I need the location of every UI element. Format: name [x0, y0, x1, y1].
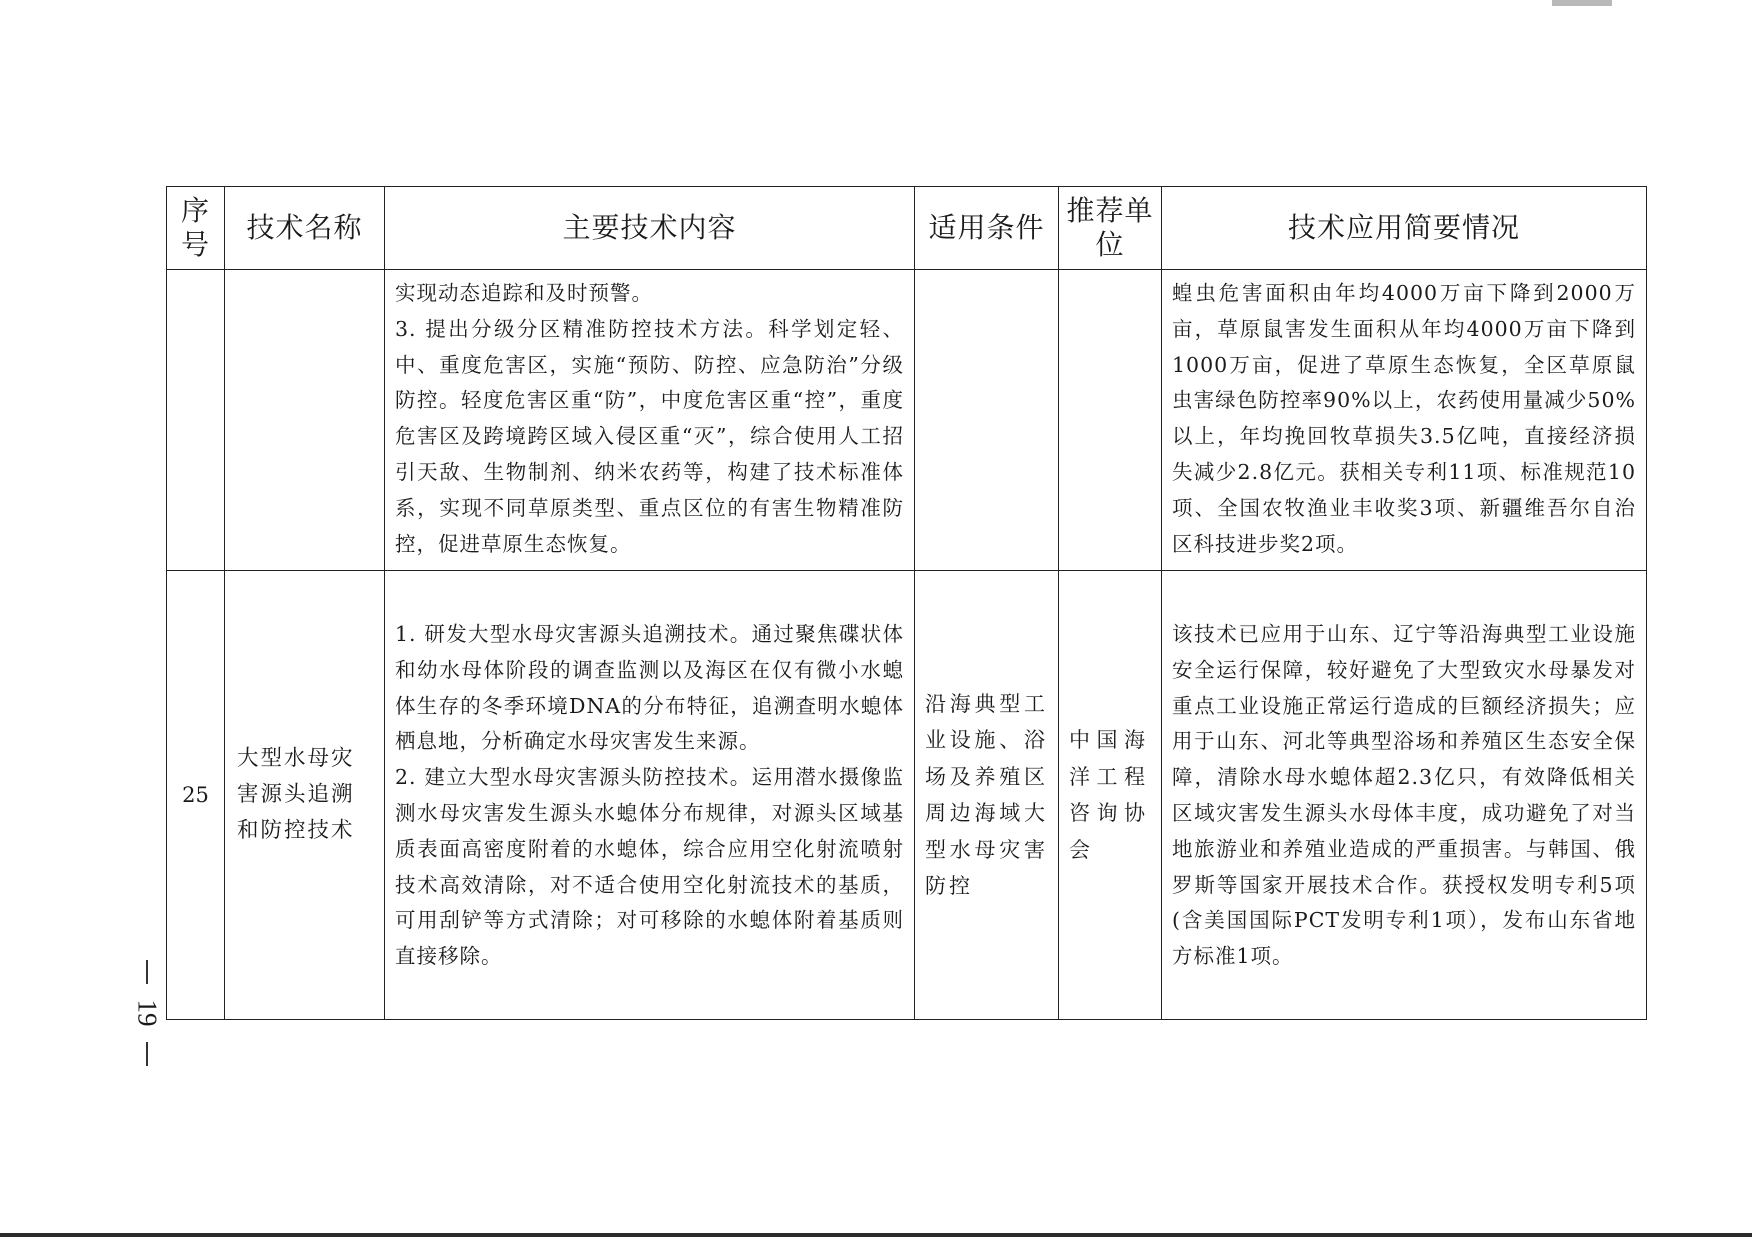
table-header-row — [167, 187, 1647, 270]
row-content — [385, 571, 915, 1020]
row-conditions — [915, 270, 1059, 571]
page-number — [132, 960, 162, 1090]
application-text: 蝗虫危害面积由年均4000万亩下降到2000万亩，草原鼠害发生面积从年均4000万亩下降到1000万亩，促进了草原生态恢复，全区草原鼠虫害绿色防控率90%以上，农药使用量减少50%以上，年均挽回牧草损失3.5亿吨，直接经济损失减少2.8亿元。获相关专利11项、标准规范10项、全国农牧渔业丰收奖3项、新疆维吾尔自治区科技进步奖2项。 — [1172, 281, 1636, 556]
row-application — [1162, 270, 1647, 571]
row-name — [225, 571, 385, 1020]
header-index: 序号 — [167, 187, 225, 270]
header-content: 主要技术内容 — [385, 187, 915, 270]
table-row — [167, 270, 1647, 571]
row-index: 25 — [167, 571, 225, 1020]
page-number-dash — [146, 960, 148, 984]
unit-text: 中国海洋工程咨询协会 — [1069, 728, 1151, 862]
page-number-dash — [146, 1042, 148, 1066]
row-name — [225, 270, 385, 571]
table-row — [167, 571, 1647, 1020]
row-unit — [1059, 571, 1162, 1020]
header-application: 技术应用简要情况 — [1162, 187, 1647, 270]
conditions-text: 沿海典型工业设施、浴场及养殖区周边海域大型水母灾害防控 — [925, 691, 1048, 898]
content-paragraph: 2. 建立大型水母灾害源头防控技术。运用潜水摄像监测水母灾害发生源头水螅体分布规律，对源头区域基质表面高密度附着的水螅体，综合应用空化射流喷射技术高效清除，对不适合使用空化射流技术的基质，可用刮铲等方式清除；对可移除的水螅体附着基质则直接移除。 — [395, 765, 904, 969]
content-paragraph: 实现动态追踪和及时预警。 — [395, 281, 653, 305]
technology-table — [166, 186, 1647, 1020]
application-text: 该技术已应用于山东、辽宁等沿海典型工业设施安全运行保障，较好避免了大型致灾水母暴发对重点工业设施正常运行造成的巨额经济损失；应用于山东、河北等典型浴场和养殖区生态安全保障，清除水母水螅体超2.3亿只，有效降低相关区域灾害发生源头水母体丰度，成功避免了对当地旅游业和养殖业造成的严重损害。与韩国、俄罗斯等国家开展技术合作。获授权发明专利5项(含美国国际PCT发明专利1项），发布山东省地方标准1项。 — [1172, 622, 1636, 969]
technology-name: 大型水母灾害源头追溯和防控技术 — [237, 746, 355, 843]
row-content — [385, 270, 915, 571]
content-paragraph: 1. 研发大型水母灾害源头追溯技术。通过聚焦碟状体和幼水母体阶段的调查监测以及海区在仅有微小水螅体生存的冬季环境DNA的分布特征，追溯查明水螅体栖息地，分析确定水母灾害发生来源。 — [395, 622, 904, 754]
header-unit: 推荐单位 — [1059, 187, 1162, 270]
content-paragraph: 3. 提出分级分区精准防控技术方法。科学划定轻、中、重度危害区，实施“预防、防控、应急防治”分级防控。轻度危害区重“防”，中度危害区重“控”，重度危害区及跨境跨区域入侵区重“灭”，综合使用人工招引天敌、生物制剂、纳米农药等，构建了技术标准体系，实现不同草原类型、重点区位的有害生物精准防控，促进草原生态恢复。 — [395, 316, 904, 556]
row-index — [167, 270, 225, 571]
scan-corner-mark — [1552, 0, 1612, 6]
row-application — [1162, 571, 1647, 1020]
row-unit — [1059, 270, 1162, 571]
row-conditions — [915, 571, 1059, 1020]
page-number-value: 19 — [132, 999, 162, 1027]
header-conditions: 适用条件 — [915, 187, 1059, 270]
header-name: 技术名称 — [225, 187, 385, 270]
scan-bottom-edge — [0, 1233, 1752, 1237]
